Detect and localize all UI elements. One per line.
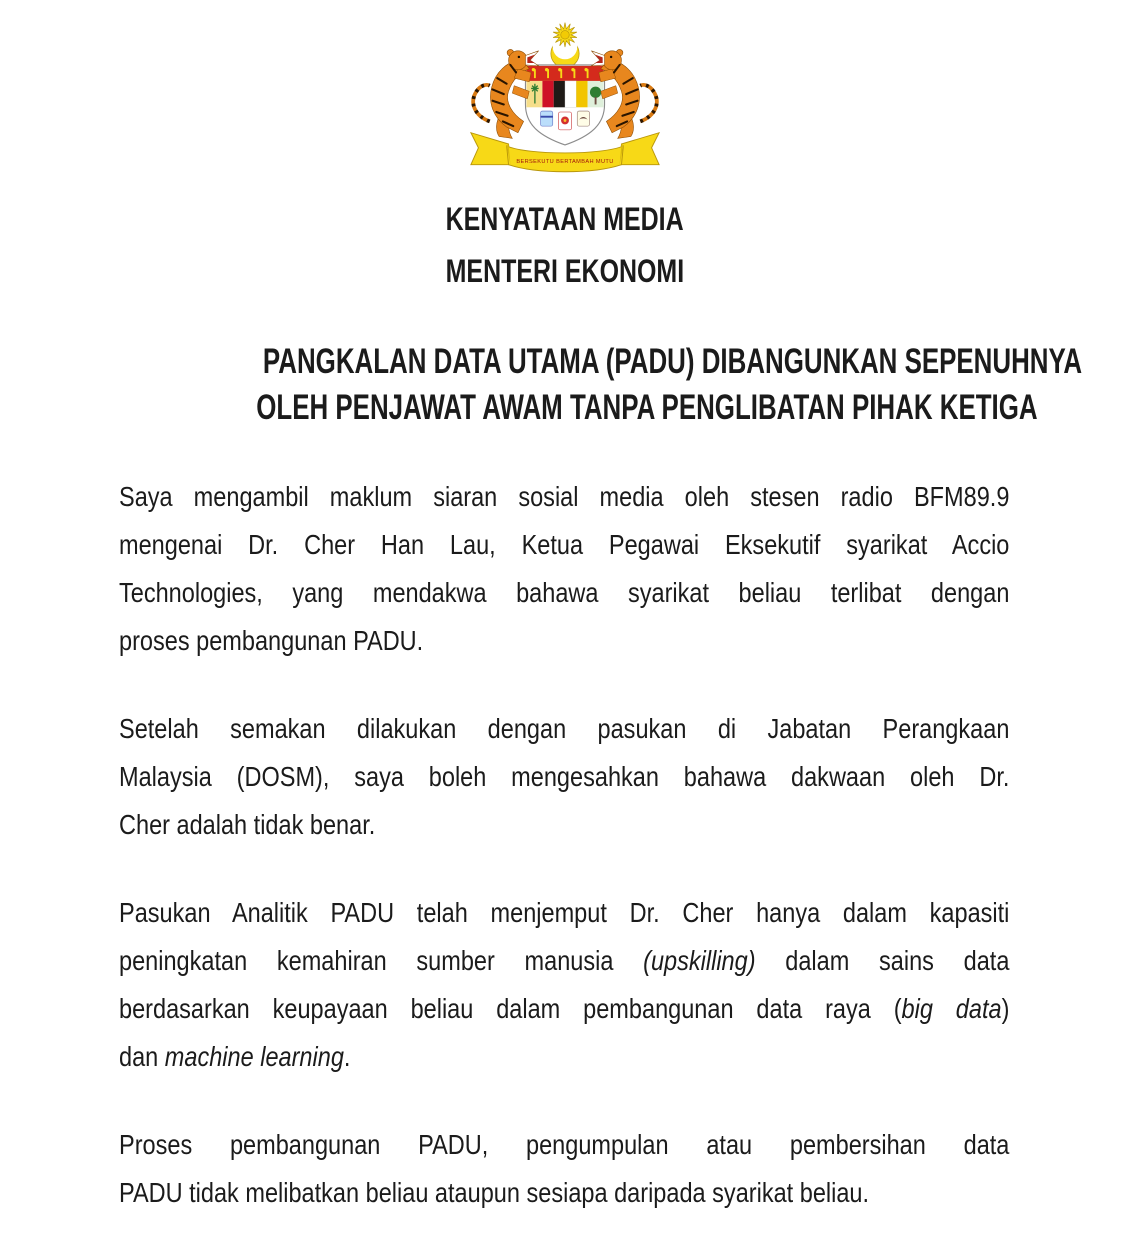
text-line: PADU tidak melibatkan beliau ataupun sesiapa daripada syarikat beliau.	[119, 1177, 870, 1208]
paragraph-1	[119, 473, 1010, 665]
italic-term-upskilling: (upskilling)	[643, 945, 756, 976]
ministry-name	[119, 245, 1010, 297]
shield-icon	[525, 65, 604, 145]
ministry-name-text: MENTERI EKONOMI	[445, 253, 684, 289]
paragraph-3	[119, 889, 1010, 1081]
text-segment: dan	[119, 1041, 165, 1072]
coat-of-arms-container	[119, 0, 1010, 181]
text-line: Malaysia (DOSM), saya boleh mengesahkan bahawa dakwaan oleh Dr.	[119, 761, 1010, 792]
headline-line-1-text: PANGKALAN DATA UTAMA (PADU) DIBANGUNKAN SEPENUHNYA	[262, 342, 1083, 381]
text-line: Pasukan Analitik PADU telah menjemput Dr. Cher hanya dalam kapasiti	[119, 897, 1010, 928]
text-line: Setelah semakan dilakukan dengan pasukan di Jabatan Perangkaan	[119, 713, 1010, 744]
text-segment: berdasarkan keupayaan beliau dalam pembangunan data raya (	[119, 993, 902, 1024]
text-line: Proses pembangunan PADU, pengumpulan atau pembersihan data	[119, 1129, 1010, 1160]
text-line	[119, 1033, 1009, 1081]
italic-term-big-data: big data	[901, 993, 1002, 1024]
malaysia-coat-of-arms-icon	[452, 16, 678, 176]
headline-line-2	[119, 385, 1038, 431]
paragraph-4	[119, 1121, 1010, 1217]
headline-line-1	[119, 339, 1083, 385]
document-type-title	[119, 193, 1010, 245]
italic-term-machine-learning: machine learning	[164, 1041, 344, 1072]
text-line: Saya mengambil maklum siaran sosial media oleh stesen radio BFM89.9	[119, 481, 1010, 512]
text-line: mengenai Dr. Cher Han Lau, Ketua Pegawai Eksekutif syarikat Accio	[119, 529, 1010, 560]
headline	[119, 339, 1083, 431]
text-line: Cher adalah tidak benar.	[119, 809, 376, 840]
body-text	[119, 473, 1010, 1217]
headline-line-2-text: OLEH PENJAWAT AWAM TANPA PENGLIBATAN PIHAK KETIGA	[256, 388, 1038, 427]
document-type-title-text: KENYATAAN MEDIA	[445, 201, 684, 237]
text-line: Technologies, yang mendakwa bahawa syarikat beliau terlibat dengan	[119, 577, 1010, 608]
text-segment: .	[343, 1041, 351, 1072]
text-line	[119, 985, 1009, 1033]
text-segment: peningkatan kemahiran sumber manusia	[119, 945, 644, 976]
text-line: proses pembangunan PADU.	[119, 625, 424, 656]
document-header	[119, 193, 1010, 297]
paragraph-2	[119, 705, 1010, 849]
text-segment: )	[1001, 993, 1010, 1024]
text-segment: dalam sains data	[755, 945, 1010, 976]
motto-text: BERSEKUTU BERTAMBAH MUTU	[515, 158, 614, 165]
text-line	[119, 937, 1009, 985]
